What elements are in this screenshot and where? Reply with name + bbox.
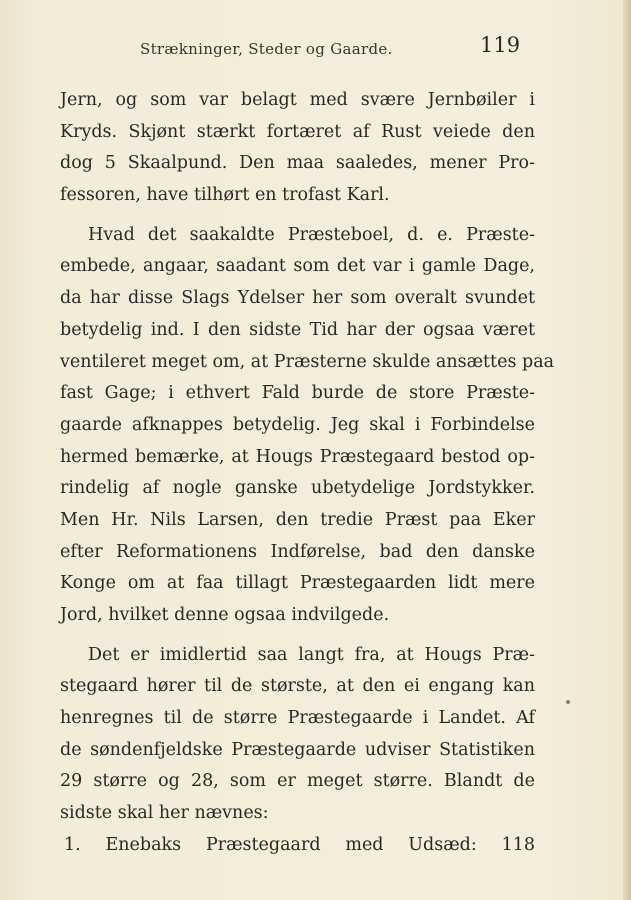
text-line: rindelig af nogle ganske ubetydelige Jordstykker. bbox=[60, 478, 535, 499]
page-number: 119 bbox=[480, 33, 521, 57]
text-line: betydelig ind. I den sidste Tid har der ogsaa været bbox=[60, 319, 535, 340]
text-line: henregnes til de større Præstegaarde i Landet. Af bbox=[60, 708, 535, 729]
paragraph-gap bbox=[60, 632, 535, 640]
page-edge bbox=[623, 0, 631, 900]
body-text bbox=[60, 85, 555, 862]
text-line: Hvad det saakaldte Præsteboel, d. e. Præste- bbox=[88, 224, 535, 245]
text-line: fast Gage; i ethvert Fald burde de store Præste- bbox=[60, 383, 535, 404]
text-line: embede, angaar, saadant som det var i gamle Dage, bbox=[60, 256, 535, 277]
text-line: Det er imidlertid saa langt fra, at Hougs Præ- bbox=[88, 644, 535, 665]
text-line: efter Reformationens Indførelse, bad den danske bbox=[60, 541, 535, 562]
text-line: Konge om at faa tillagt Præstegaarden lidt mere bbox=[60, 573, 535, 594]
text-line: 29 større og 28, som er meget større. Blandt de bbox=[60, 771, 535, 792]
text-line: fessoren, have tilhørt en trofast Karl. bbox=[60, 185, 390, 206]
paragraph-gap bbox=[60, 212, 535, 220]
text-line: de søndenfjeldske Præstegaarde udviser Statistiken bbox=[60, 739, 535, 760]
text-line: Kryds. Skjønt stærkt fortæret af Rust veiede den bbox=[60, 121, 535, 142]
running-head: Strækninger, Steder og Gaarde. bbox=[140, 40, 393, 58]
text-line: Jord, hvilket denne ogsaa indvilgede. bbox=[60, 605, 390, 625]
text-line: sidste skal her nævnes: bbox=[60, 803, 269, 824]
text-line: da har disse Slags Ydelser her som overalt svundet bbox=[60, 288, 535, 309]
text-line: gaarde afknappes betydelig. Jeg skal i Forbindelse bbox=[60, 414, 535, 435]
text-line: stegaard hører til de største, at den ei engang kan bbox=[60, 676, 535, 697]
list-item: 1. Enebaks Præstegaard med Udsæd: 118 bbox=[64, 834, 535, 855]
text-line: ventileret meget om, at Præsterne skulde ansættes paa bbox=[60, 351, 555, 372]
text-line: dog 5 Skaalpund. Den maa saaledes, mener Pro- bbox=[60, 153, 535, 174]
text-line: hermed bemærke, at Hougs Præstegaard bestod op- bbox=[60, 446, 535, 467]
text-line: Men Hr. Nils Larsen, den tredie Præst paa Eker bbox=[60, 509, 535, 530]
paper-speck bbox=[566, 700, 570, 704]
text-line: Jern, og som var belagt med svære Jernbøiler i bbox=[60, 90, 535, 110]
